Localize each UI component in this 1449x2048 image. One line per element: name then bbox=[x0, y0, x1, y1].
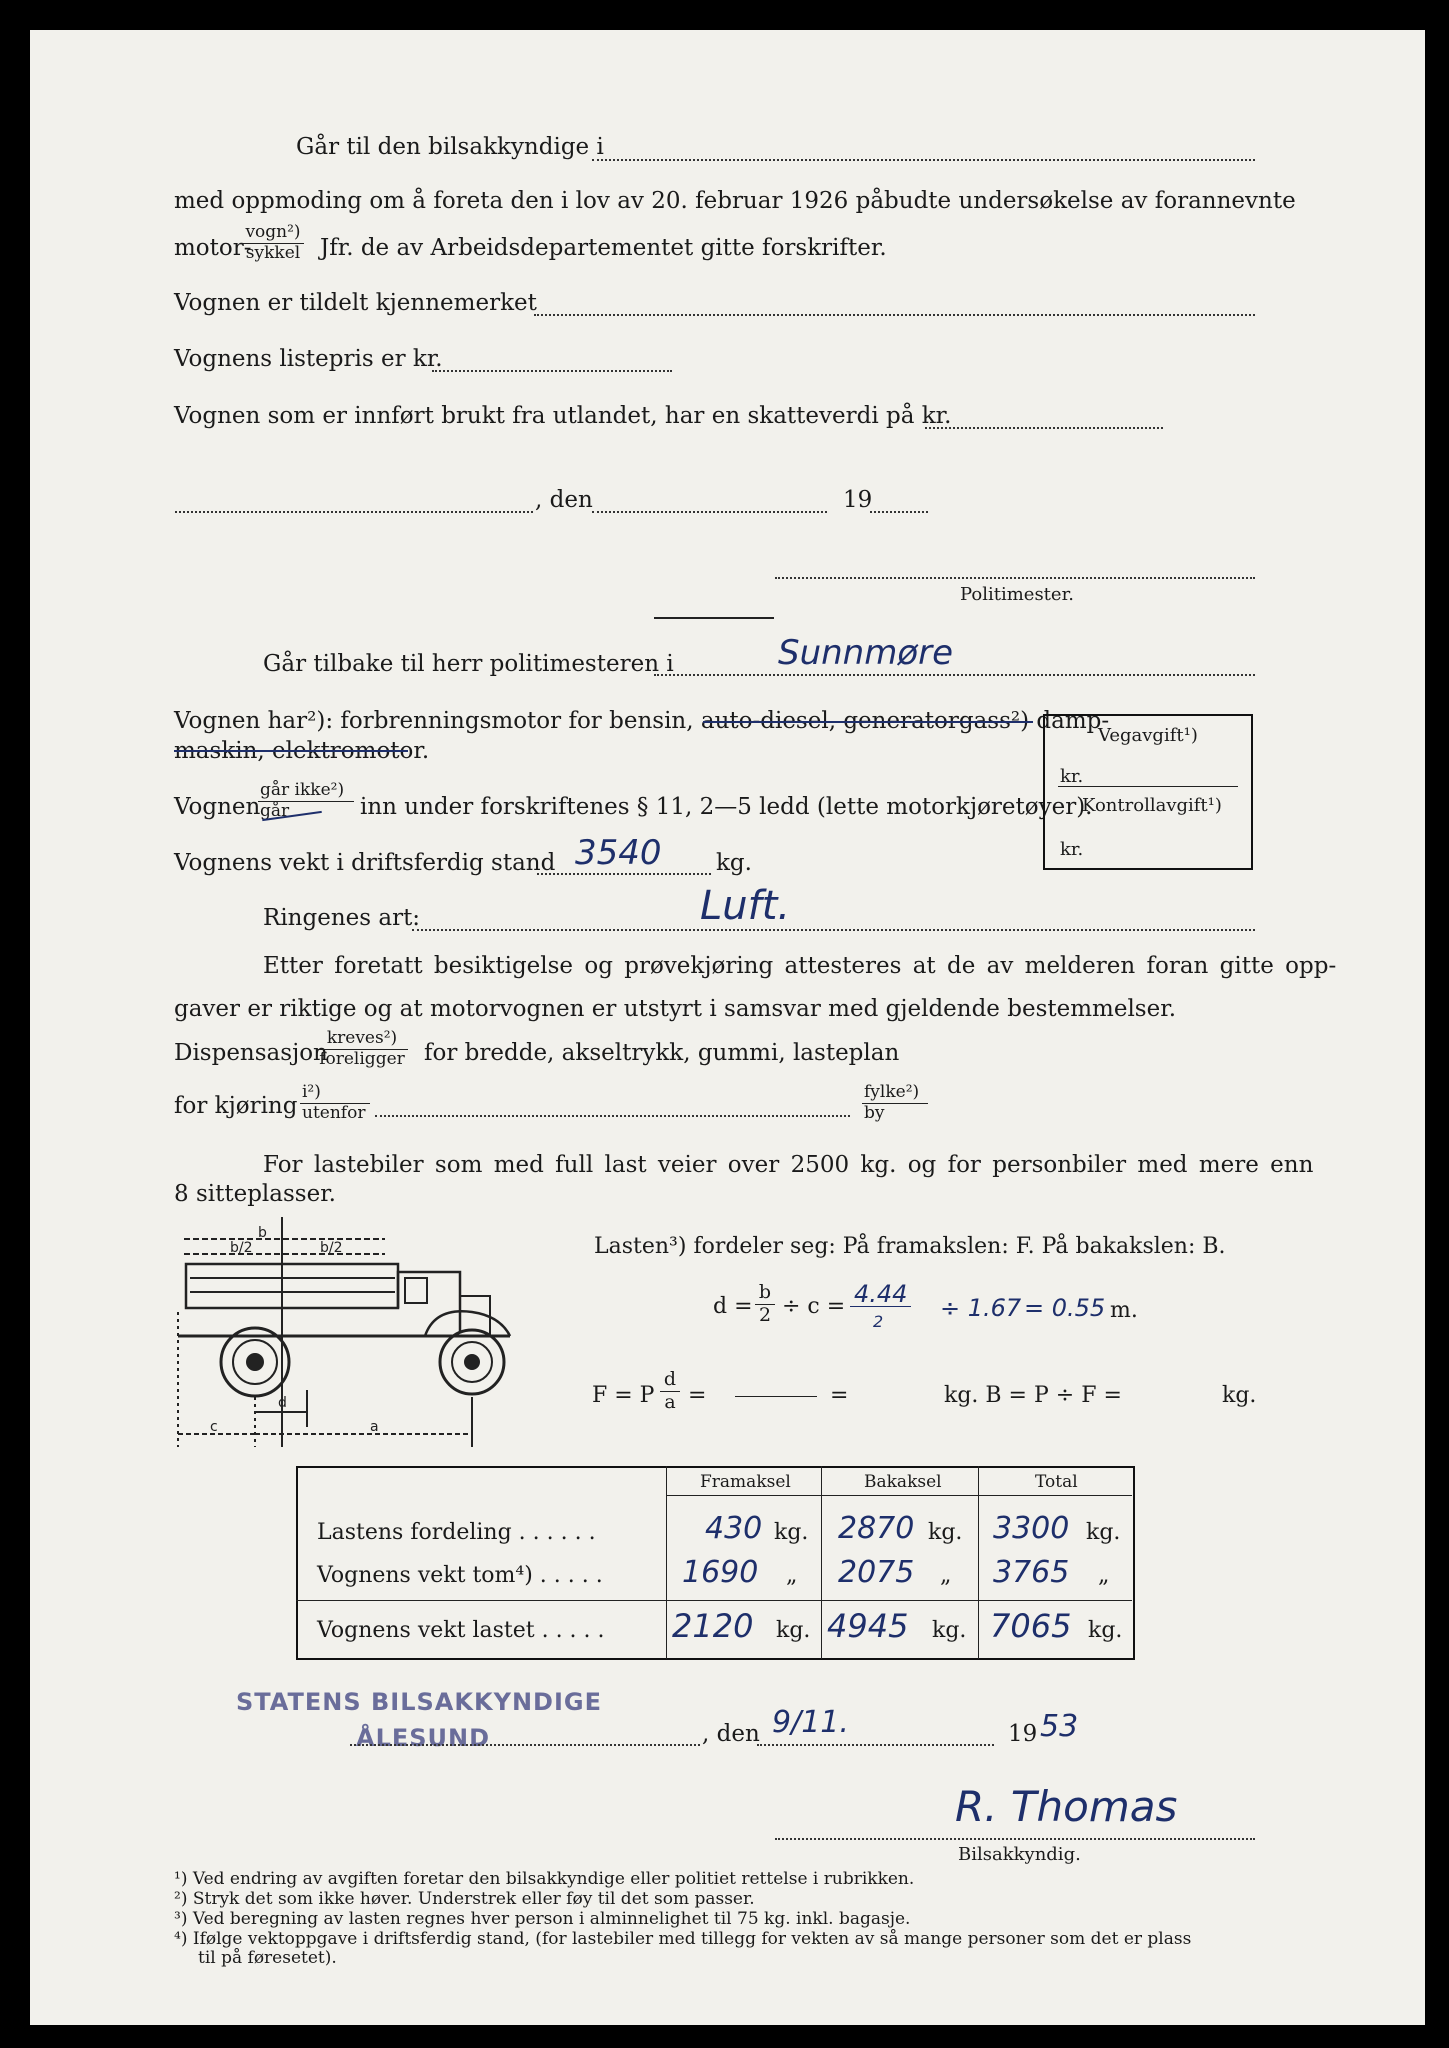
footnote-4: ⁴) Ifølge vektoppgave i driftsferdig stand, (for lastebiler med tillegg for vekten av så mange personer som det er plass bbox=[174, 1929, 1192, 1949]
disp-top: kreves²) bbox=[316, 1029, 408, 1050]
footnote-2: ²) Stryk det som ikke høver. Understrek eller føy til det som passer. bbox=[174, 1889, 755, 1909]
politimester-signature-field[interactable] bbox=[775, 577, 1255, 579]
row-lastet-total-unit: kg. bbox=[1088, 1618, 1123, 1643]
tilbake-handwriting: Sunnmøre bbox=[778, 633, 954, 673]
label-d: d bbox=[278, 1395, 287, 1411]
row-lastens-fram-unit: kg. bbox=[774, 1520, 809, 1545]
kjoring-fraction bbox=[300, 1083, 370, 1123]
footnote-3: ³) Ved beregning av lasten regnes hver person i alminnelighet til 75 kg. inkl. bagasje. bbox=[174, 1909, 911, 1929]
body-slats bbox=[190, 1278, 395, 1292]
bilsakkyndig-title: Bilsakkyndig. bbox=[958, 1844, 1081, 1865]
kjennemerke-label: Vognen er tildelt kjennemerket bbox=[174, 290, 537, 316]
fylke-bottom: by bbox=[864, 1102, 885, 1123]
footnote-4-cont: til på føresetet). bbox=[198, 1948, 337, 1968]
signoff-date-field[interactable] bbox=[757, 1744, 994, 1746]
signoff-place-field[interactable] bbox=[350, 1744, 700, 1746]
label-b2: b/2 bbox=[230, 1240, 253, 1256]
kjoring-field[interactable] bbox=[375, 1115, 850, 1117]
row-lastens-total: 3300 bbox=[993, 1511, 1070, 1546]
cab-window bbox=[405, 1278, 427, 1303]
vegavgift-kr: kr. bbox=[1060, 766, 1084, 787]
f-blank[interactable] bbox=[735, 1396, 817, 1397]
ringer-label: Ringenes art: bbox=[263, 905, 421, 931]
tilbake-field[interactable] bbox=[654, 674, 1255, 676]
d-prefix: d = bbox=[713, 1294, 753, 1319]
row-lastens-total-unit: kg. bbox=[1086, 1520, 1121, 1545]
th-framaksel: Framaksel bbox=[700, 1472, 791, 1492]
listepris-field[interactable] bbox=[432, 370, 672, 372]
footnote-1: ¹) Ved endring av avgiften foretar den bilsakkyndige eller politiet rettelse i rubrikken. bbox=[174, 1869, 915, 1889]
f-kg2: kg. bbox=[1222, 1383, 1257, 1408]
vekt-field[interactable] bbox=[537, 873, 711, 875]
disp-fraction bbox=[316, 1029, 408, 1069]
signoff-year-prefix: 19 bbox=[1008, 1721, 1038, 1747]
row-lastet-bak: 4945 bbox=[827, 1607, 909, 1645]
row-tom-bak-unit: „ bbox=[940, 1563, 952, 1588]
vegavgift-label: Vegavgift¹) bbox=[1098, 725, 1198, 746]
truck-diagram bbox=[170, 1212, 550, 1457]
d-hw-numerator: 4.44 bbox=[850, 1282, 911, 1307]
front-hub bbox=[465, 1355, 479, 1369]
row-lastet-fram-unit: kg. bbox=[776, 1618, 811, 1643]
year-field[interactable] bbox=[870, 511, 928, 513]
d-mid: ÷ c = bbox=[782, 1294, 846, 1319]
listepris-label: Vognens listepris er kr. bbox=[174, 346, 443, 372]
kontrollavgift-label: Kontrollavgift¹) bbox=[1082, 795, 1222, 816]
row-lastet-total: 7065 bbox=[990, 1607, 1072, 1645]
motor-types-line1: Vognen har²): forbrenningsmotor for bensin, auto-diesel, generatorgass²) damp- bbox=[174, 708, 1110, 734]
disp-label: Dispensasjon bbox=[174, 1040, 328, 1066]
bilsakkyndig-signature: R. Thomas bbox=[955, 1782, 1178, 1831]
attest-line2: gaver er riktige og at motorvognen er utstyrt i samsvar med gjeldende bestemmelser. bbox=[174, 996, 1177, 1022]
gaar-fraction bbox=[258, 781, 354, 821]
f-eq: = bbox=[688, 1383, 707, 1408]
vekt-value: 3540 bbox=[575, 833, 662, 873]
rear-hub bbox=[247, 1354, 263, 1370]
truck-body bbox=[186, 1264, 398, 1308]
frac-top: vogn²) bbox=[242, 223, 304, 244]
total-sep bbox=[296, 1600, 1132, 1601]
f-frac-bottom: a bbox=[664, 1390, 676, 1413]
gaar-bottom: går bbox=[260, 800, 290, 821]
label-b2b: b/2 bbox=[320, 1240, 343, 1256]
row-tom-total: 3765 bbox=[993, 1555, 1070, 1590]
header-sep bbox=[666, 1495, 1132, 1496]
row-lastens-bak-unit: kg. bbox=[928, 1520, 963, 1545]
skatteverdi-field[interactable] bbox=[925, 427, 1163, 429]
kontrollavgift-kr: kr. bbox=[1060, 839, 1084, 860]
ringer-value: Luft. bbox=[700, 883, 791, 929]
date-den: , den bbox=[535, 487, 593, 513]
row-tom-total-unit: „ bbox=[1098, 1563, 1110, 1588]
label-c: c bbox=[210, 1419, 218, 1435]
kjennemerke-field[interactable] bbox=[534, 314, 1255, 316]
d-unit: m. bbox=[1110, 1298, 1138, 1323]
frac-bottom: sykkel bbox=[245, 242, 301, 263]
d-hw-c: ÷ 1.67 bbox=[940, 1294, 1022, 1322]
row-tom-fram: 1690 bbox=[682, 1555, 759, 1590]
lasten-line: Lasten³) fordeler seg: På framakslen: F. På bakakslen: B. bbox=[594, 1234, 1226, 1259]
date-field[interactable] bbox=[592, 511, 827, 513]
label-b: b bbox=[258, 1225, 267, 1241]
row-tom-fram-unit: „ bbox=[786, 1563, 798, 1588]
bilsakkyndige-field[interactable] bbox=[592, 159, 1255, 161]
d-hw-denominator: 2 bbox=[873, 1312, 884, 1331]
f-prefix: F = P bbox=[592, 1383, 655, 1408]
row-lastens-label: Lastens fordeling . . . . . . bbox=[317, 1520, 596, 1545]
place-field[interactable] bbox=[175, 511, 533, 513]
fylke-top: fylke²) bbox=[862, 1083, 928, 1104]
th-total: Total bbox=[1035, 1472, 1078, 1492]
gaar-prefix: Vognen bbox=[174, 794, 261, 820]
row-lastet-fram: 2120 bbox=[672, 1607, 754, 1645]
vekt-unit: kg. bbox=[716, 850, 752, 876]
official-stamp-line2: ÅLESUND bbox=[356, 1724, 491, 1752]
d-frac-bottom: 2 bbox=[758, 1303, 772, 1326]
disp-bottom: foreligger bbox=[319, 1048, 405, 1069]
year-prefix: 19 bbox=[843, 487, 873, 513]
row-lastet-label: Vognens vekt lastet . . . . . bbox=[317, 1618, 605, 1643]
tilbake-label: Går tilbake til herr politimesteren i bbox=[263, 651, 674, 677]
row-lastet-bak-unit: kg. bbox=[932, 1618, 967, 1643]
politimester-title: Politimester. bbox=[960, 584, 1074, 605]
th-bakaksel: Bakaksel bbox=[864, 1472, 942, 1492]
official-stamp-line1: STATENS BILSAKKYNDIGE bbox=[236, 1688, 602, 1716]
vegavgift-line bbox=[1058, 786, 1238, 787]
d-hw-result: = 0.55 bbox=[1024, 1294, 1106, 1322]
strikethrough-1 bbox=[703, 721, 1033, 723]
f-frac-top: d bbox=[660, 1369, 680, 1392]
row-tom-label: Vognens vekt tom⁴) . . . . . bbox=[317, 1563, 603, 1588]
f-eq2: = bbox=[830, 1383, 849, 1408]
disp-suffix: for bredde, akseltrykk, gummi, lasteplan bbox=[424, 1040, 900, 1066]
d-frac-top: b bbox=[755, 1282, 775, 1305]
kjoring-bottom: utenfor bbox=[302, 1102, 366, 1123]
gaar-suffix: inn under forskriftenes § 11, 2—5 ledd (lette motorkjøretøyer). bbox=[360, 794, 1093, 820]
laste-line1: For lastebiler som med full last veier over 2500 kg. og for personbiler med mere enn bbox=[263, 1152, 1314, 1178]
signoff-date: 9/11. bbox=[772, 1705, 849, 1740]
d-fraction bbox=[755, 1282, 775, 1327]
ringer-field[interactable] bbox=[412, 929, 1255, 931]
separator bbox=[654, 617, 774, 619]
signoff-den: , den bbox=[702, 1721, 760, 1747]
kjoring-top: i²) bbox=[300, 1083, 370, 1104]
skatteverdi-label: Vognen som er innført brukt fra utlandet, har en skatteverdi på kr. bbox=[174, 403, 952, 429]
fylke-fraction bbox=[862, 1083, 928, 1123]
motor-types-line2: maskin, elektromotor. bbox=[174, 738, 430, 764]
motor-prefix: motor- bbox=[174, 235, 252, 261]
kjoring-label: for kjøring bbox=[174, 1093, 298, 1119]
signoff-year: 53 bbox=[1040, 1709, 1079, 1744]
regulations-line: Jfr. de av Arbeidsdepartementet gitte forskrifter. bbox=[320, 235, 887, 261]
row-lastens-fram: 430 bbox=[705, 1511, 763, 1546]
gaar-top: går ikke²) bbox=[258, 781, 354, 802]
motor-type-fraction bbox=[242, 223, 304, 263]
vekt-label: Vognens vekt i driftsferdig stand bbox=[174, 850, 556, 876]
row-lastens-bak: 2870 bbox=[838, 1511, 915, 1546]
strikethrough-2 bbox=[174, 750, 408, 752]
f-kg: kg. B = P ÷ F = bbox=[944, 1383, 1122, 1408]
bilsakkyndig-signature-field[interactable] bbox=[775, 1838, 1255, 1840]
front-fender bbox=[425, 1311, 510, 1336]
intro-line: Går til den bilsakkyndige i bbox=[296, 134, 604, 160]
f-fraction bbox=[660, 1369, 680, 1414]
row-tom-bak: 2075 bbox=[838, 1555, 915, 1590]
attest-line1: Etter foretatt besiktigelse og prøvekjøring attesteres at de av melderen foran gitte opp- bbox=[263, 953, 1337, 979]
request-line: med oppmoding om å foreta den i lov av 20. februar 1926 påbudte undersøkelse av forannevnte bbox=[174, 188, 1296, 214]
laste-line2: 8 sitteplasser. bbox=[174, 1181, 336, 1207]
label-a: a bbox=[370, 1419, 379, 1435]
